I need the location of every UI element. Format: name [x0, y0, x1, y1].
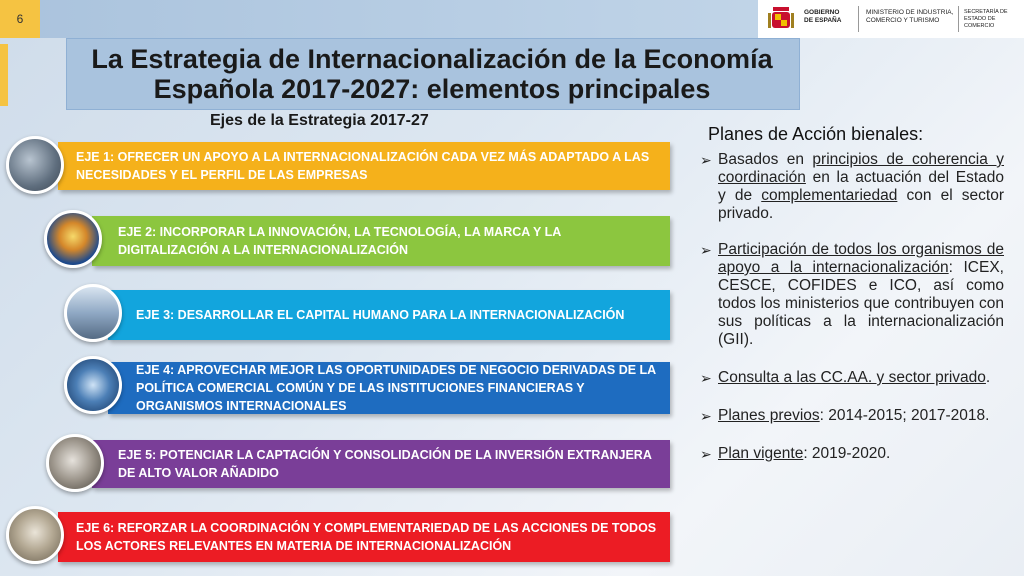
slide-title: La Estrategia de Internacionalización de la Economía Española 2017-2027: elementos principales [91, 44, 773, 104]
eje-1-photo [6, 136, 64, 194]
divider [858, 6, 859, 32]
eje-6-label: EJE 6: REFORZAR LA COORDINACIÓN Y COMPLEMENTARIEDAD DE LAS ACCIONES DE TODOS LOS ACTORES RELEVANTES EN MATERIA DE INTERNACIONALIZACIÓN [76, 521, 657, 553]
plans-bullet-3: ➢ Consulta a las CC.AA. y sector privado. [700, 369, 991, 386]
plans-bullet-1: ➢ Basados en principios de coherencia y coordinación en la actuación del Estado y de complementariedad con el sector privado. [700, 151, 1004, 222]
plans-bullet-4: ➢ Planes previos: 2014-2015; 2017-2018. [700, 407, 990, 424]
plans-title: Planes de Acción bienales: [708, 124, 924, 144]
eje-4-label: EJE 4: APROVECHAR MEJOR LAS OPORTUNIDADES DE NEGOCIO DERIVADAS DE LA POLÍTICA COMERCIAL COMÚN Y DE LAS INSTITUCIONES FINANCIERAS Y ORGANISMOS INTERNACIONALES [136, 363, 656, 413]
eje-5-label: EJE 5: POTENCIAR LA CAPTACIÓN Y CONSOLIDACIÓN DE LA INVERSIÓN EXTRANJERA DE ALTO VALOR AÑADIDO [118, 448, 652, 480]
eje-3-photo [64, 284, 122, 342]
arrow-bullet-icon: ➢ [700, 370, 712, 386]
eje-2-photo [44, 210, 102, 268]
arrow-bullet-icon: ➢ [700, 152, 712, 168]
arrow-bullet-icon: ➢ [700, 446, 712, 462]
eje-5-photo [46, 434, 104, 492]
eje-4-photo [64, 356, 122, 414]
gobierno-text: GOBIERNO DE ESPAÑA [804, 9, 842, 24]
eje-3-bar [108, 290, 670, 340]
eje-6-photo [6, 506, 64, 564]
arrow-bullet-icon: ➢ [700, 408, 712, 424]
ministerio-text: MINISTERIO DE INDUSTRIA, COMERCIO Y TURISMO [866, 9, 954, 24]
plans-bullet-5: ➢ Plan vigente: 2019-2020. [700, 445, 891, 462]
government-logo-bar [758, 0, 1024, 38]
eje-3-label: EJE 3: DESARROLLAR EL CAPITAL HUMANO PARA LA INTERNACIONALIZACIÓN [136, 308, 625, 322]
plans-bullet-2: ➢ Participación de todos los organismos de apoyo a la internacionalización: ICEX, CESCE, COFIDES e ICO, así como todos los ministerios que contribuyen con sus políticas a la internacionalización (GII). [700, 241, 1004, 348]
eje-4-bar [108, 362, 670, 414]
secretaria-text: SECRETARÍA DE ESTADO DE COMERCIO [964, 9, 1008, 29]
arrow-bullet-icon: ➢ [700, 242, 712, 258]
side-accent-tab [0, 44, 8, 106]
eje-6-bar [58, 512, 670, 562]
eje-1-bar [58, 142, 670, 190]
eje-2-label: EJE 2: INCORPORAR LA INNOVACIÓN, LA TECNOLOGÍA, LA MARCA Y LA DIGITALIZACIÓN A LA INTERNACIONALIZACIÓN [118, 225, 561, 257]
eje-5-bar [92, 440, 670, 488]
ejes-subtitle: Ejes de la Estrategia 2017-27 [210, 112, 429, 129]
plans-panel [700, 124, 1004, 463]
coat-of-arms-icon [766, 4, 796, 34]
slide-number: 6 [0, 0, 40, 38]
eje-1-label: EJE 1: OFRECER UN APOYO A LA INTERNACIONALIZACIÓN CADA VEZ MÁS ADAPTADO A LAS NECESIDADES Y EL PERFIL DE LAS EMPRESAS [76, 150, 650, 182]
divider [958, 6, 959, 32]
eje-2-bar [92, 216, 670, 266]
